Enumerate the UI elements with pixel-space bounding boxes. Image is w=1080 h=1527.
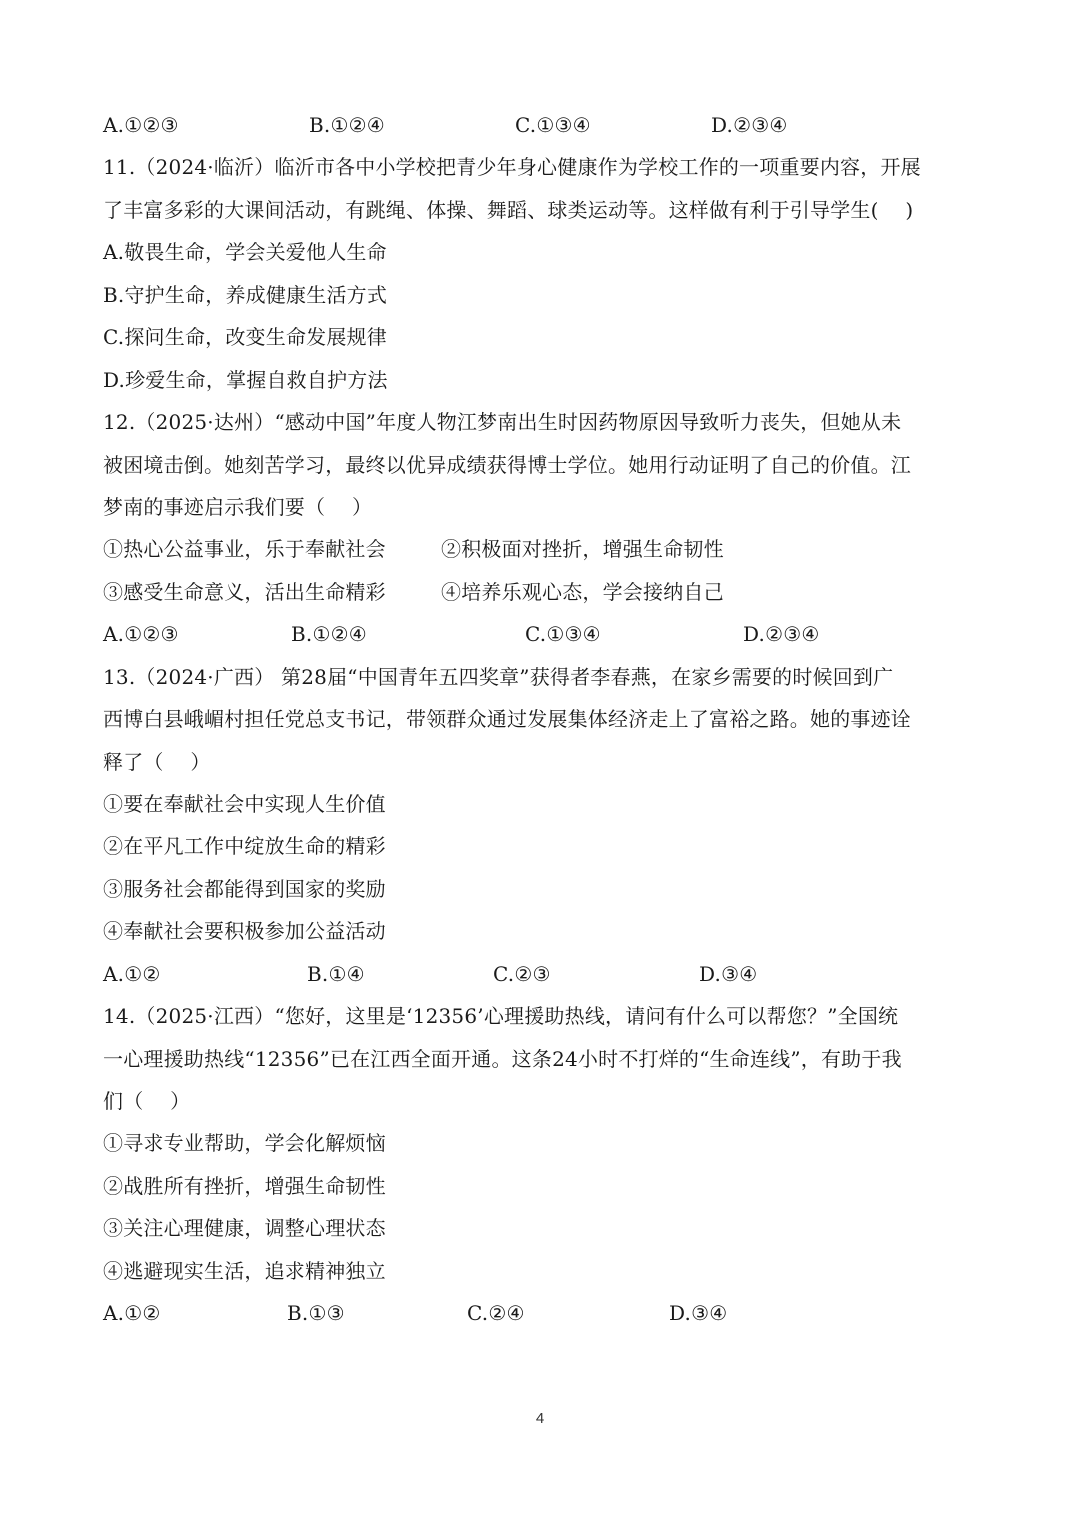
option-b: B.①②④ (309, 113, 385, 137)
q13-item-4: ④奉献社会要积极参加公益活动 (103, 919, 386, 943)
q12-item-4: ④培养乐观心态，学会接纳自己 (441, 580, 724, 604)
option-a: A.①②③ (103, 113, 179, 137)
q14-option-a: A.①② (103, 1301, 161, 1325)
q13-option-c: C.②③ (493, 962, 551, 986)
q14-option-c: C.②④ (467, 1301, 525, 1325)
q14-option-b: B.①③ (287, 1301, 345, 1325)
q11-choice-d: D.珍爱生命，掌握自救自护方法 (103, 368, 388, 392)
q13-option-b: B.①④ (307, 962, 365, 986)
q13-stem-line-2: 西博白县峨嵋村担任党总支书记，带领群众通过发展集体经济走上了富裕之路。她的事迹诠 (103, 707, 911, 731)
q11-choice-a: A.敬畏生命，学会关爱他人生命 (103, 240, 387, 264)
q11-choice-b: B.守护生命，养成健康生活方式 (103, 283, 388, 307)
q14-item-1: ①寻求专业帮助，学会化解烦恼 (103, 1131, 386, 1155)
q11-stem-line-2: 了丰富多彩的大课间活动，有跳绳、体操、舞蹈、球类运动等。这样做有利于引导学生( ) (103, 198, 914, 222)
q13-stem-line-3: 释了（ ） (103, 750, 211, 774)
q12-option-c: C.①③④ (525, 622, 601, 646)
q13-stem-line-1: 13.（2024·广西） 第28届“中国青年五四奖章”获得者李春燕，在家乡需要的时候回到广 (103, 665, 894, 689)
q12-option-b: B.①②④ (291, 622, 367, 646)
option-d: D.②③④ (711, 113, 788, 137)
q14-stem-line-1: 14.（2025·江西）“您好，这里是‘12356’心理援助热线，请问有什么可以帮您？”全国统 (103, 1004, 899, 1028)
q14-item-3: ③关注心理健康，调整心理状态 (103, 1216, 386, 1240)
q14-option-d: D.③④ (669, 1301, 728, 1325)
q12-item-1: ①热心公益事业，乐于奉献社会 (103, 537, 386, 561)
q12-option-a: A.①②③ (103, 622, 179, 646)
q13-option-d: D.③④ (699, 962, 758, 986)
q13-item-1: ①要在奉献社会中实现人生价值 (103, 792, 386, 816)
q14-item-4: ④逃避现实生活，追求精神独立 (103, 1259, 386, 1283)
q13-option-a: A.①② (103, 962, 161, 986)
q13-item-3: ③服务社会都能得到国家的奖励 (103, 877, 386, 901)
q11-choice-c: C.探问生命，改变生命发展规律 (103, 325, 387, 349)
q12-option-d: D.②③④ (743, 622, 820, 646)
q12-stem-line-1: 12.（2025·达州）“感动中国”年度人物江梦南出生时因药物原因导致听力丧失，但她从未 (103, 410, 902, 434)
q12-stem-line-2: 被困境击倒。她刻苦学习，最终以优异成绩获得博士学位。她用行动证明了自己的价值。江 (103, 453, 911, 477)
page-number: 4 (535, 1410, 545, 1427)
q13-item-2: ②在平凡工作中绽放生命的精彩 (103, 834, 386, 858)
q12-item-2: ②积极面对挫折，增强生命韧性 (441, 537, 724, 561)
q14-item-2: ②战胜所有挫折，增强生命韧性 (103, 1174, 386, 1198)
q14-stem-line-3: 们（ ） (103, 1089, 191, 1113)
q12-item-3: ③感受生命意义，活出生命精彩 (103, 580, 386, 604)
option-c: C.①③④ (515, 113, 591, 137)
q12-stem-line-3: 梦南的事迹启示我们要（ ） (103, 495, 373, 519)
q14-stem-line-2: 一心理援助热线“12356”已在江西全面开通。这条24小时不打烊的“生命连线”，有助于我 (103, 1047, 902, 1071)
q11-stem-line-1: 11.（2024·临沂）临沂市各中小学校把青少年身心健康作为学校工作的一项重要内容，开展 (103, 155, 921, 179)
